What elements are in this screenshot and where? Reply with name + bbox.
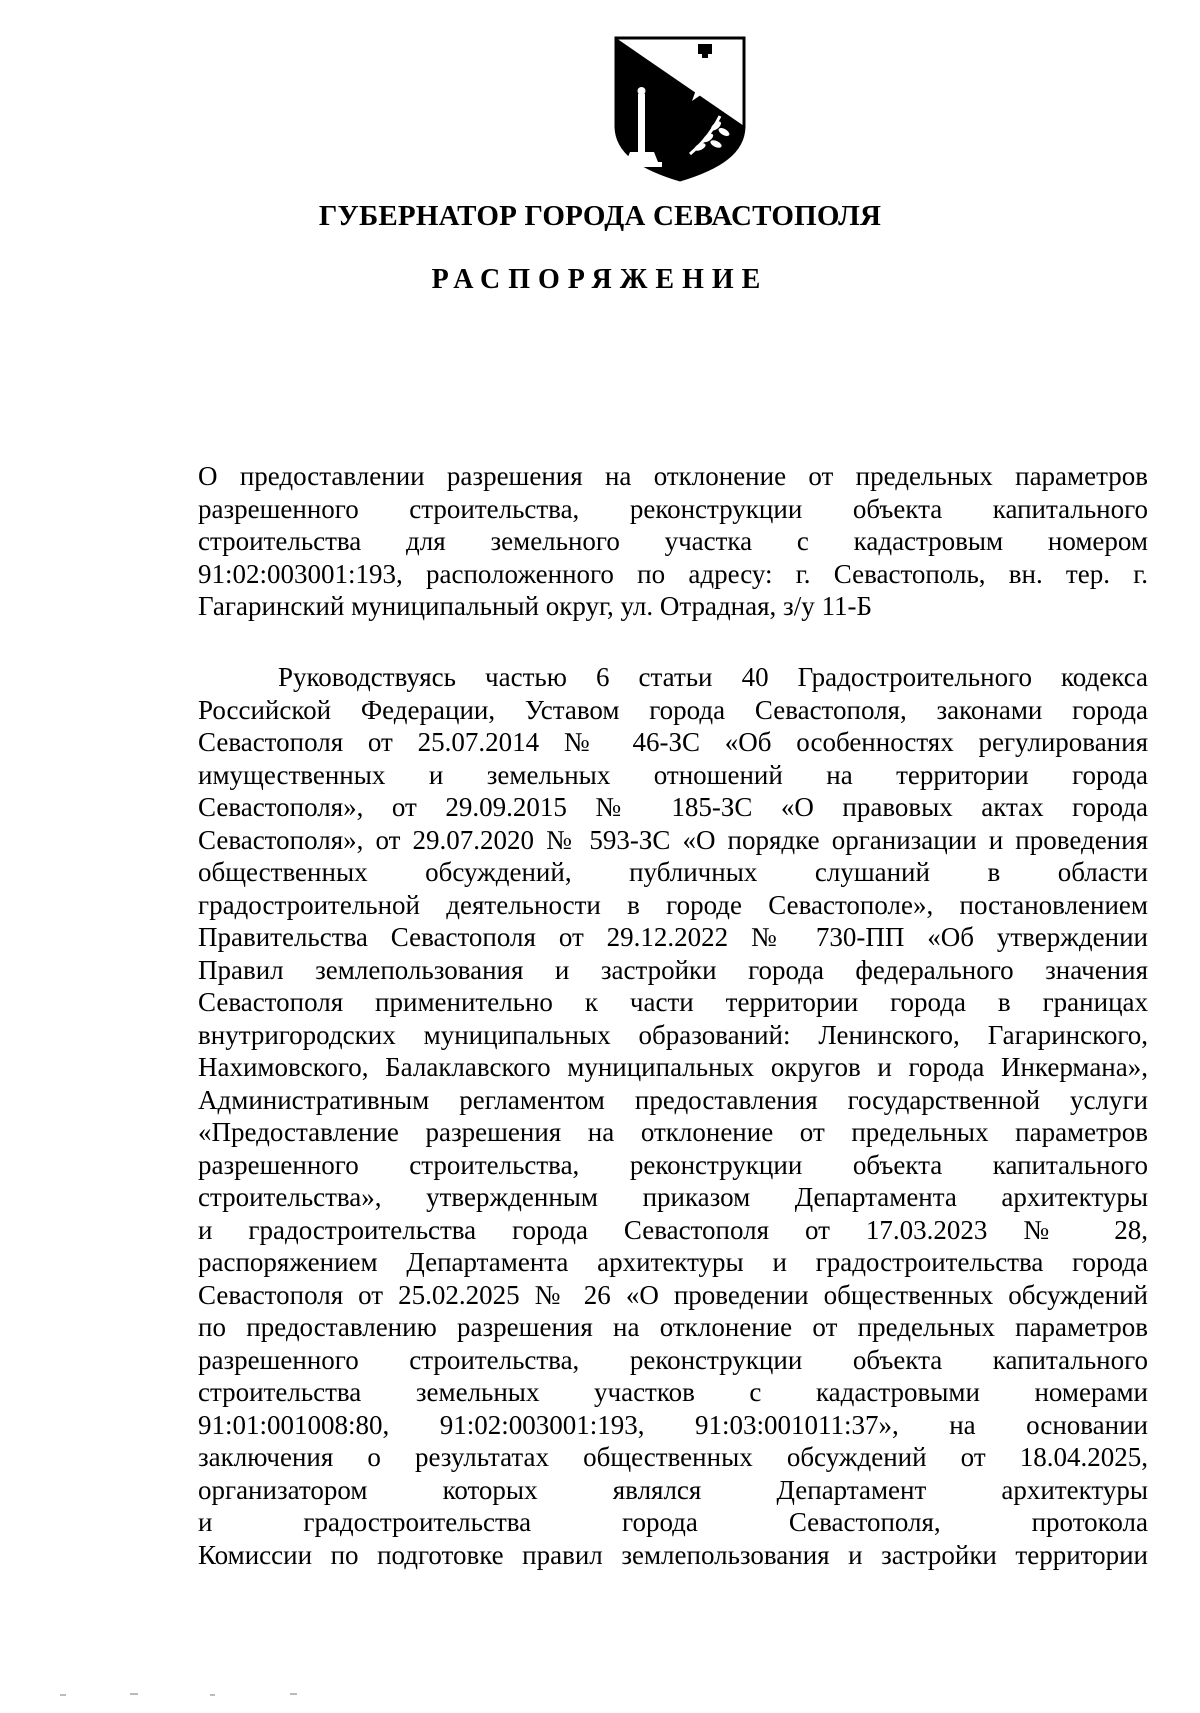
document-body bbox=[198, 661, 1148, 1571]
body-line: Административным регламентом предоставления государственной услуги bbox=[198, 1084, 1148, 1115]
body-line: распоряжением Департамента архитектуры и градостроительства города bbox=[198, 1247, 1148, 1277]
body-line: 91:01:001008:80, 91:02:003001:193, 91:03:001011:37», на основании bbox=[198, 1409, 1148, 1440]
body-line: общественных обсуждений, публичных слушаний в области bbox=[198, 857, 1148, 887]
body-line: Правил землепользования и застройки города федерального значения bbox=[198, 954, 1148, 985]
subject-line: строительства для земельного участка с кадастровым номером bbox=[198, 526, 1148, 556]
body-line: имущественных и земельных отношений на территории города bbox=[198, 759, 1148, 790]
issuing-authority: ГУБЕРНАТОР ГОРОДА СЕВАСТОПОЛЯ bbox=[318, 200, 882, 232]
subject-line: Гагаринский муниципальный округ, ул. Отрадная, з/у 11-Б bbox=[198, 591, 872, 621]
body-line: Севастополя применительно к части территории города в границах bbox=[198, 987, 1148, 1017]
body-line: и градостроительства города Севастополя от 17.03.2023 № 28, bbox=[198, 1214, 1148, 1245]
body-line: Комиссии по подготовке правил землепользования и застройки территории bbox=[198, 1539, 1148, 1570]
body-line: Севастополя от 25.02.2025 № 26 «О проведении общественных обсуждений bbox=[198, 1279, 1148, 1310]
body-line: организатором которых являлся Департамент архитектуры bbox=[198, 1474, 1148, 1505]
body-line: и градостроительства города Севастополя, протокола bbox=[198, 1507, 1148, 1537]
body-line: внутригородских муниципальных образований: Ленинского, Гагаринского, bbox=[198, 1019, 1148, 1050]
body-line: «Предоставление разрешения на отклонение от предельных параметров bbox=[198, 1117, 1148, 1147]
body-line: разрешенного строительства, реконструкции объекта капитального bbox=[198, 1344, 1148, 1375]
subject-line: разрешенного строительства, реконструкции объекта капитального bbox=[198, 493, 1148, 524]
body-line: Руководствуясь частью 6 статьи 40 Градостроительного кодекса bbox=[278, 662, 1148, 692]
document-subject bbox=[198, 460, 1148, 623]
body-line: Севастополя от 25.07.2014 № 46-ЗС «Об особенностях регулирования bbox=[198, 727, 1148, 757]
body-line: Нахимовского, Балаклавского муниципальных округов и города Инкермана», bbox=[198, 1052, 1148, 1082]
body-line: строительства земельных участков с кадастровыми номерами bbox=[198, 1377, 1148, 1407]
body-line: Правительства Севастополя от 29.12.2022 № 730-ПП «Об утверждении bbox=[198, 922, 1148, 952]
scan-artifact-marks bbox=[40, 1690, 440, 1700]
document-type: РАСПОРЯЖЕНИЕ bbox=[431, 264, 769, 295]
body-line: по предоставлению разрешения на отклонение от предельных параметров bbox=[198, 1312, 1148, 1342]
sevastopol-coat-of-arms-icon bbox=[612, 34, 748, 184]
subject-line: 91:02:003001:193, расположенного по адресу: г. Севастополь, вн. тер. г. bbox=[198, 558, 1148, 589]
body-line: строительства», утвержденным приказом Департамента архитектуры bbox=[198, 1182, 1148, 1212]
body-line: Российской Федерации, Уставом города Севастополя, законами города bbox=[198, 694, 1148, 725]
body-line: Севастополя», от 29.09.2015 № 185-ЗС «О правовых актах города bbox=[198, 792, 1148, 822]
body-line: заключения о результатах общественных обсуждений от 18.04.2025, bbox=[198, 1442, 1148, 1472]
subject-line: О предоставлении разрешения на отклонение от предельных параметров bbox=[198, 461, 1148, 491]
body-line: Севастополя», от 29.07.2020 № 593-ЗС «О порядке организации и проведения bbox=[198, 824, 1148, 855]
body-line: разрешенного строительства, реконструкции объекта капитального bbox=[198, 1149, 1148, 1180]
body-line: градостроительной деятельности в городе Севастополе», постановлением bbox=[198, 889, 1148, 920]
